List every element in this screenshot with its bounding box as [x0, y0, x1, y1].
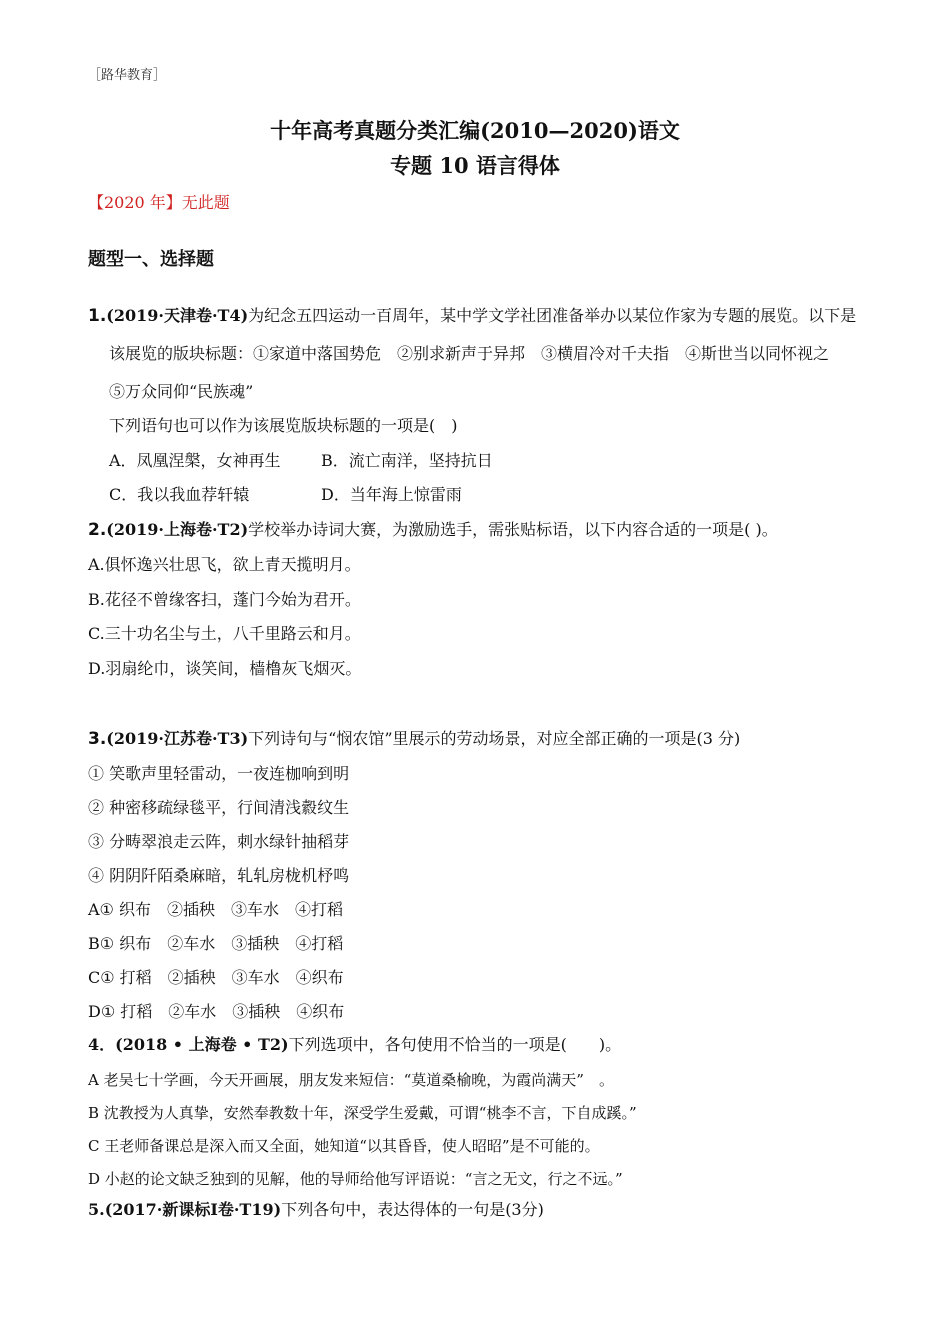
section-heading: 题型一、选择题 [88, 249, 214, 270]
question-1-source: (2019·天津卷·T4) [106, 306, 249, 325]
header-tag: ［路华教育］ [88, 68, 167, 83]
question-2-number: 2. [88, 520, 107, 540]
question-1-line-3: ⑤万众同仰“民族魂” [109, 382, 254, 401]
question-1-line-2: 该展览的版块标题：①家道中落国势危 ②别求新声于异邦 ③横眉冷对千夫指 ④斯世当以同怀视之 [109, 344, 830, 363]
question-1-ask: 下列语句也可以作为该展览版块标题的一项是( ) [109, 416, 458, 435]
question-4-option-a: A 老吴七十学画，今天开画展，朋友发来短信：“莫道桑榆晚，为霞尚满天” 。 [88, 1071, 614, 1089]
question-1-option-c: C．我以我血荐轩辕 [109, 485, 250, 504]
question-3-option-a: A① 织布 ②插秧 ③车水 ④打稻 [88, 900, 343, 919]
question-1-option-b: B．流亡南洋，坚持抗日 [321, 451, 493, 470]
question-3-number: 3. [88, 729, 107, 749]
question-4-stem: 下列选项中，各句使用不恰当的一项是( )。 [288, 1035, 622, 1054]
page-subtitle: 专题 10 语言得体 [390, 153, 560, 178]
question-2-option-a: A.俱怀逸兴壮思飞，欲上青天揽明月。 [88, 555, 361, 574]
question-2-line-1 [88, 520, 778, 540]
question-1-option-a: A．凤凰涅槃，女神再生 [109, 451, 281, 470]
year-note: 【2020 年】无此题 [88, 193, 230, 212]
question-2-source: (2019·上海卷·T2) [106, 520, 249, 539]
question-3-poem-4: ④ 阴阴阡陌桑麻暗，轧轧房栊机杼鸣 [88, 866, 350, 885]
question-3-poem-1: ① 笑歌声里轻雷动，一夜连枷响到明 [88, 764, 350, 783]
question-3-line-1 [88, 729, 740, 749]
question-3-option-b: B① 织布 ②车水 ③插秧 ④打稻 [88, 934, 344, 953]
question-2-option-b: B.花径不曾缘客扫，蓬门今始为君开。 [88, 590, 361, 609]
question-2-option-d: D.羽扇纶巾，谈笑间，樯橹灰飞烟灭。 [88, 659, 362, 678]
question-1-number: 1. [88, 306, 107, 326]
question-3-option-c: C① 打稻 ②插秧 ③车水 ④织布 [88, 968, 344, 987]
question-4-line-1 [88, 1035, 621, 1055]
question-3-poem-2: ② 种密移疏绿毯平，行间清浅縠纹生 [88, 798, 350, 817]
question-5-line-1 [88, 1200, 544, 1220]
question-1-line-1 [88, 306, 856, 326]
question-4-source: 4．(2018 • 上海卷 • T2) [88, 1035, 289, 1054]
question-5-source: (2017·新课标Ⅰ卷·T19) [104, 1200, 282, 1219]
question-2-option-c: C.三十功名尘与土，八千里路云和月。 [88, 624, 361, 643]
question-3-poem-3: ③ 分畴翠浪走云阵，刺水绿针抽稻芽 [88, 832, 350, 851]
question-2-stem: 学校举办诗词大赛，为激励选手，需张贴标语，以下内容合适的一项是( )。 [248, 520, 778, 539]
question-4-option-b: B 沈教授为人真挚，安然奉教数十年，深受学生爱戴，可谓“桃李不言，下自成蹊。” [88, 1104, 637, 1122]
question-4-option-d: D 小赵的论文缺乏独到的见解，他的导师给他写评语说：“言之无文，行之不远。” [88, 1170, 623, 1188]
question-1-option-d: D．当年海上惊雷雨 [321, 485, 462, 504]
page-title: 十年高考真题分类汇编(2010—2020)语文 [270, 118, 680, 143]
question-1-stem: 为纪念五四运动一百周年，某中学文学社团准备举办以某位作家为专题的展览。以下是 [248, 306, 857, 325]
question-4-option-c: C 王老师备课总是深入而又全面，她知道“以其昏昏，使人昭昭”是不可能的。 [88, 1137, 600, 1155]
question-5-number: 5. [88, 1200, 105, 1219]
question-5-stem: 下列各句中，表达得体的一句是(3分) [281, 1200, 544, 1219]
question-3-source: (2019·江苏卷·T3) [106, 729, 249, 748]
question-3-option-d: D① 打稻 ②车水 ③插秧 ④织布 [88, 1002, 345, 1021]
question-3-stem: 下列诗句与“悯农馆”里展示的劳动场景，对应全部正确的一项是(3 分) [248, 729, 741, 748]
